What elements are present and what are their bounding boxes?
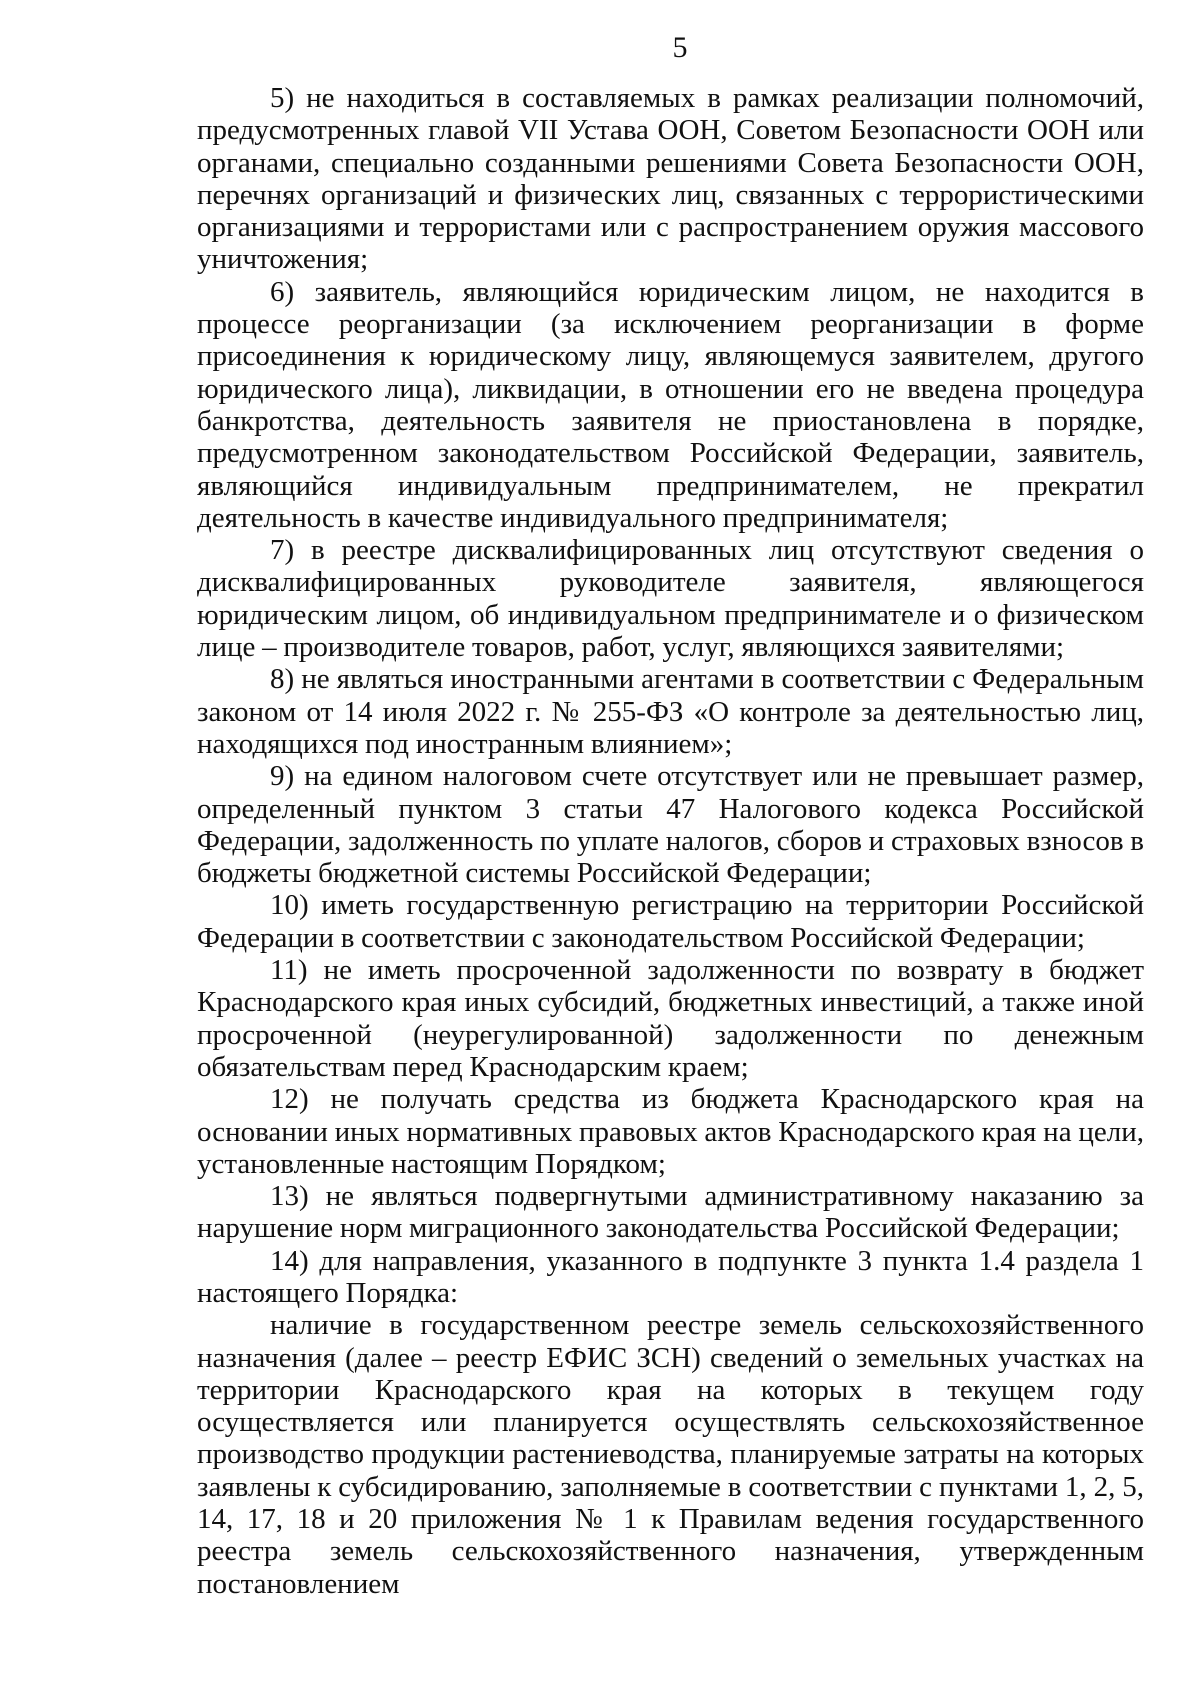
paragraph-land-registry: наличие в государственном реестре земель сельскохозяйственного назначения (далее – реестр ЕФИС ЗСН) сведений о земельных участках на территории Краснодарского края на которых в текущем году осуществляется или планируется осуществлять сельскохозяйственное производство продукции растениеводства, планируемые затраты на которых заявлены к субсидированию, заполняемые в соответствии с пунктами 1, 2, 5, 14, 17, 18 и 20 приложения № 1 к Правилам ведения государственного реестра земель сельскохозяйственного назначения, утвержденным постановлением <box>197 1309 1144 1600</box>
paragraph-item-13: 13) не являться подвергнутыми административному наказанию за нарушение норм миграционного законодательства Российской Федерации; <box>197 1180 1144 1245</box>
paragraph-item-10: 10) иметь государственную регистрацию на территории Российской Федерации в соответствии с законодательством Российской Федерации; <box>197 889 1144 954</box>
paragraph-item-9: 9) на едином налоговом счете отсутствует или не превышает размер, определенный пунктом 3 статьи 47 Налогового кодекса Российской Федерации, задолженность по уплате налогов, сборов и страховых взносов в бюджеты бюджетной системы Российской Федерации; <box>197 760 1144 890</box>
paragraph-item-14: 14) для направления, указанного в подпункте 3 пункта 1.4 раздела 1 настоящего Порядка: <box>197 1244 1144 1309</box>
paragraph-item-11: 11) не иметь просроченной задолженности по возврату в бюджет Краснодарского края иных субсидий, бюджетных инвестиций, а также иной просроченной (неурегулированной) задолженности по денежным обязательствам перед Краснодарским краем; <box>197 954 1144 1083</box>
paragraph-item-6: 6) заявитель, являющийся юридическим лицом, не находится в процессе реорганизации (за исключением реорганизации в форме присоединения к юридическому лицу, являющемуся заявителем, другого юридического лица), ликвидации, в отношении его не введена процедура банкротства, деятельность заявителя не приостановлена в порядке, предусмотренном законодательством Российской Федерации, заявитель, являющийся индивидуальным предпринимателем, не прекратил деятельность в качестве индивидуального предпринимателя; <box>197 275 1144 534</box>
paragraph-item-7: 7) в реестре дисквалифицированных лиц отсутствуют сведения о дисквалифицированных руководителе заявителя, являющегося юридическим лицом, об индивидуальном предпринимателе и о физическом лице – производителе товаров, работ, услуг, являющихся заявителями; <box>197 534 1144 664</box>
paragraph-item-8: 8) не являться иностранными агентами в соответствии с Федеральным законом от 14 июля 2022 г. № 255-ФЗ «О контроле за деятельностью лиц, находящихся под иностранным влиянием»; <box>197 663 1144 760</box>
document-body <box>197 82 1144 1600</box>
paragraph-item-5: 5) не находиться в составляемых в рамках реализации полномочий, предусмотренных главой VII Устава ООН, Советом Безопасности ООН или органами, специально созданными решениями Совета Безопасности ООН, перечнях организаций и физических лиц, связанных с террористическими организациями и террористами или с распространением оружия массового уничтожения; <box>197 82 1144 276</box>
page-number: 5 <box>672 31 688 64</box>
paragraph-item-12: 12) не получать средства из бюджета Краснодарского края на основании иных нормативных правовых актов Краснодарского края на цели, установленные настоящим Порядком; <box>197 1083 1144 1180</box>
